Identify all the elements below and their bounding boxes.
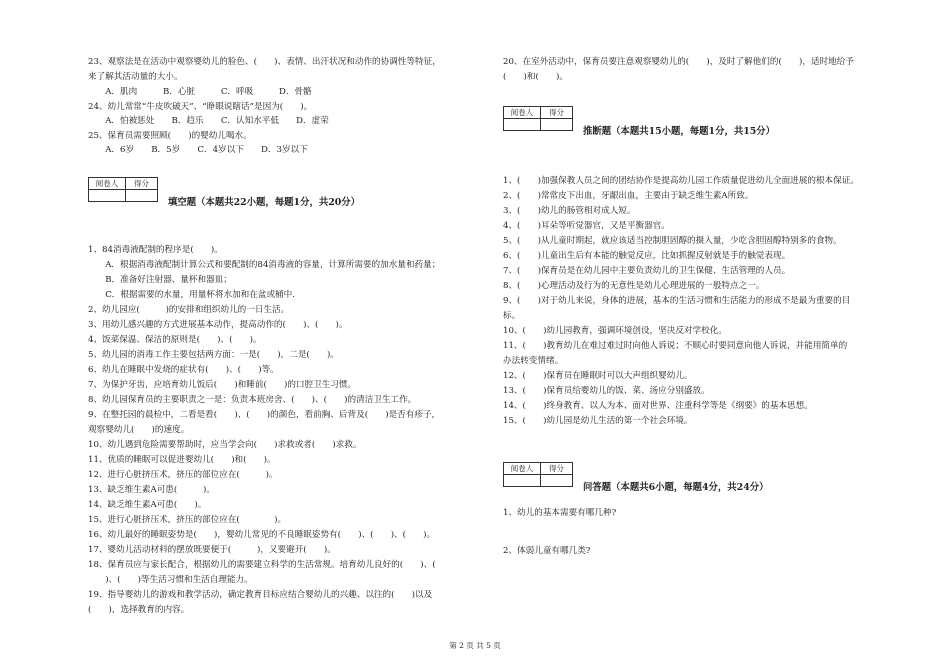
page-footer: 第 2 页 共 5 页 bbox=[449, 641, 501, 650]
score-box bbox=[503, 106, 573, 131]
question-text: 11、优质的睡眠可以促进婴幼儿( )和( )。 bbox=[88, 455, 276, 465]
question-text: 25、保育员需要照顾( )的婴幼儿喝水。 bbox=[88, 131, 252, 141]
question-text: 1、( )加强保教人员之间的团结协作是提高幼儿园工作质量促进幼儿全面进展的根本保证。 bbox=[503, 176, 859, 186]
question-text: 观察婴幼儿( )的速度。 bbox=[88, 425, 190, 435]
question-text: 8、( )心理活动及行为的无意性是幼儿心理进展的一般特点之一。 bbox=[503, 281, 765, 291]
question-text: 17、婴幼儿活动材料的摆放既要便于( )，又要避开( )。 bbox=[88, 545, 336, 555]
question-text: 20、在室外活动中，保育员要注意观察婴幼儿的( )，及时了解他们的( )，适时地给予 bbox=[503, 57, 854, 67]
question-text: 11、( )教育幼儿在难过难过时向他人诉说；不顺心时要同意向他人诉说，并能用简单的 bbox=[503, 341, 848, 351]
reviewer-label: 阅卷人 bbox=[504, 463, 541, 474]
question-text: 7、为保护牙齿，应培育幼儿饭后( )和睡前( )的口腔卫生习惯。 bbox=[88, 380, 357, 390]
question-text: 2、( )常常皮下出血，牙龈出血，主要由于缺乏维生素A所致。 bbox=[503, 191, 754, 201]
question-options: A．6岁 B．5岁 C．4岁以下 D．3岁以下 bbox=[88, 145, 308, 155]
score-box bbox=[88, 177, 158, 202]
question-text: 10、幼儿遇到危险需要帮助时，应当学会向( )求救或者( )求救。 bbox=[88, 440, 362, 450]
question-text: 标。 bbox=[503, 311, 521, 321]
question-text: ( )和( )。 bbox=[503, 72, 568, 82]
question-options: A．肌肉 B．心脏 C．呼吸 D．骨骼 bbox=[88, 87, 312, 97]
question-text: B．准备好注射器、量杯和器皿； bbox=[88, 275, 232, 285]
question-text: 14、( )终身教育、以人为本、面对世界、注重科学等是《纲要》的基本思想。 bbox=[503, 401, 813, 411]
question-text: 6、( )儿童出生后有本能的触觉反应，比如抓握反射就是手的触觉表现。 bbox=[503, 251, 791, 261]
question-text: 9、( )对于幼儿来说，身体的进展，基本的生活习惯和生活能力的形成不是最为重要的目 bbox=[503, 296, 851, 306]
question-text: 4、( )耳朵等听觉器官，又是平衡器官。 bbox=[503, 221, 670, 231]
question-text: 12、进行心脏挤压术，挤压的部位应在( )。 bbox=[88, 470, 278, 480]
question-text: 15、进行心脏挤压术，挤压的部位应在( )。 bbox=[88, 515, 287, 525]
question-text: 5、幼儿园的消毒工作主要包括两方面：一是( )，二是( )。 bbox=[88, 350, 339, 360]
question-text: 13、缺乏维生素A可患( )。 bbox=[88, 485, 215, 495]
section-title-qa: 问答题（本题共6小题，每题4分，共24分） bbox=[583, 482, 769, 493]
section-title-judgment: 推断题（本题共15小题，每题1分，共15分） bbox=[583, 126, 775, 137]
question-text: 10、( )幼儿园教育，强调环境创设，坚决反对学校化。 bbox=[503, 326, 727, 336]
reviewer-label: 阅卷人 bbox=[504, 107, 541, 118]
question-text: 15、( )幼儿园是幼儿生活的第一个社会环境。 bbox=[503, 416, 693, 426]
question-text: 5、( )从儿童时期起，就应该适当控制胆固醇的摄入量，少吃含胆固醇特别多的食物。 bbox=[503, 236, 842, 246]
question-text: 23、观察法是在活动中观察婴幼儿的脸色、( )、表情、出汗状况和动作的协调性等特征， bbox=[88, 57, 441, 67]
question-text: 19、指导婴幼儿的游戏和教学活动，确定教育目标应结合婴幼儿的兴趣、以往的( )以及 bbox=[88, 590, 433, 600]
score-label: 得分 bbox=[134, 179, 149, 188]
reviewer-label: 阅卷人 bbox=[89, 178, 126, 189]
question-text: 7、( )保育员是在幼儿园中主要负责幼儿的卫生保健、生活管理的人员。 bbox=[503, 266, 791, 276]
question-text: 9、在整托园的晨检中，二看是看( )、( )的颜色，看前胸、后背及( )是否有疹子， bbox=[88, 410, 441, 420]
question-text: C．根据需要的水量，用量杯将水加和在盆或桶中. bbox=[88, 290, 295, 300]
question-text: )、( )等生活习惯和生活自理能力。 bbox=[88, 575, 253, 585]
question-options: A．怕被惩处 B．趋乐 C．认知水平低 D．虚荣 bbox=[88, 116, 329, 126]
question-text: 13、( )保育员给婴幼儿的饭、菜、汤应分别盛放。 bbox=[503, 386, 710, 396]
question-text: 2、体弱儿童有哪几类? bbox=[503, 546, 591, 556]
question-text: 2、幼儿园应( )的安排和组织幼儿的一日生活。 bbox=[88, 305, 290, 315]
question-text: A．根据消毒液配制计算公式和要配制的84消毒液的容量，计算所需要的加水量和药量； bbox=[88, 260, 441, 270]
question-text: 来了解其活动量的大小。 bbox=[88, 72, 183, 82]
question-text: ( )，选择教育的内容。 bbox=[88, 605, 190, 615]
score-label: 得分 bbox=[549, 108, 564, 117]
question-text: 18、保育员应与家长配合，根据幼儿的需要建立科学的生活常规。培育幼儿良好的( )、( bbox=[88, 560, 436, 570]
question-text: 6、幼儿在睡眠中发烧的症状有( )、( )等。 bbox=[88, 365, 279, 375]
question-text: 办法转变情绪。 bbox=[503, 356, 564, 366]
question-text: 8、幼儿园保育员的主要职责之一是：负责本班房舍、( )、( )的清洁卫生工作。 bbox=[88, 395, 417, 405]
question-text: 1、幼儿的基本需要有哪几种? bbox=[503, 508, 617, 518]
question-text: 12、( )保育员在睡眠时可以大声组织婴幼儿。 bbox=[503, 371, 693, 381]
question-text: 1、84消毒液配制的程序是( )。 bbox=[88, 245, 223, 255]
score-label: 得分 bbox=[549, 464, 564, 473]
section-title-fill-blank: 填空题（本题共22小题，每题1分，共20分） bbox=[168, 197, 360, 208]
question-text: 16、幼儿最好的睡眠姿势是( )，婴幼儿常见的不良睡眠姿势有( )、( )、( )。 bbox=[88, 530, 436, 540]
question-text: 3、( )幼儿的肠管相对成人短。 bbox=[503, 206, 636, 216]
score-box bbox=[503, 462, 573, 487]
question-text: 3、用幼儿感兴趣的方式进展基本动作，提高动作的( )、( )。 bbox=[88, 320, 348, 330]
question-text: 4、饭菜保温、保洁的原则是( )、( )。 bbox=[88, 335, 262, 345]
question-text: 24、幼儿常常“牛皮吹破天”、“睁眼说瞎话”是因为( )。 bbox=[88, 102, 313, 112]
question-text: 14、缺乏维生素A可患( )。 bbox=[88, 500, 207, 510]
